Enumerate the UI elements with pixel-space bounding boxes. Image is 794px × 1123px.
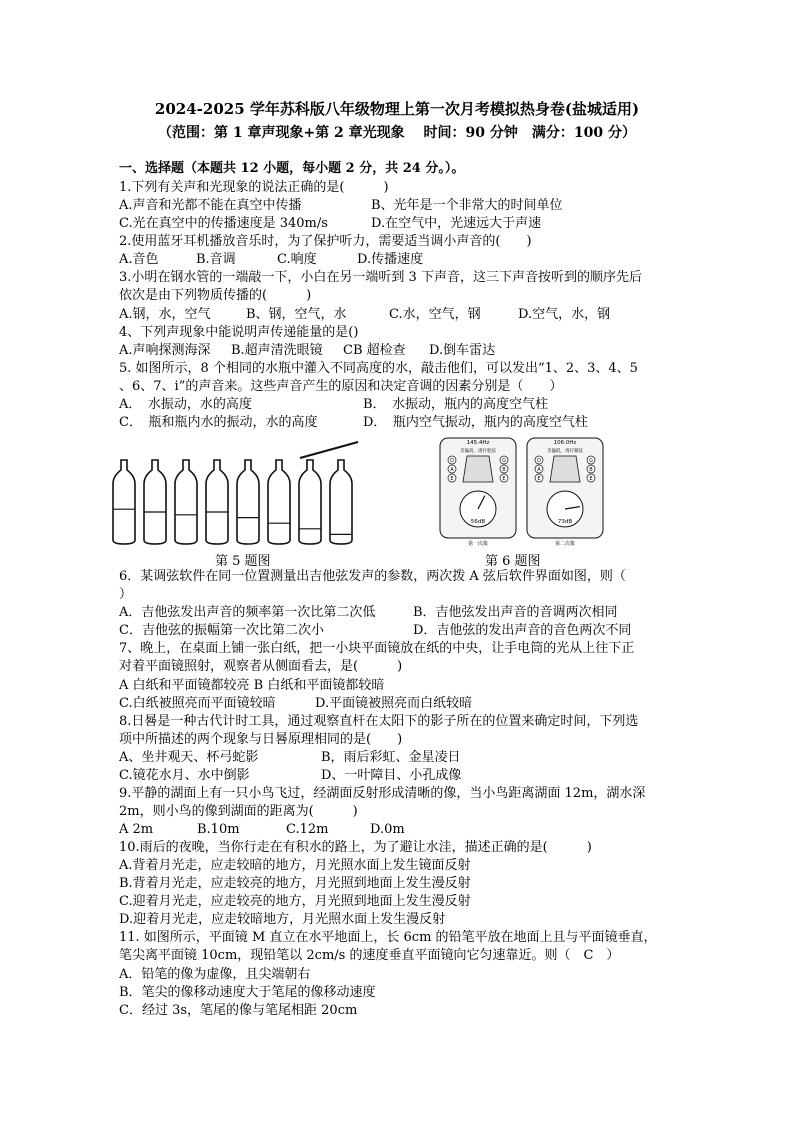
tuner-right-hint: 音偏低，请拧紧弦 bbox=[547, 449, 583, 454]
peg-label: B bbox=[589, 467, 593, 473]
q8-option-b: B，雨后彩虹、金星凌日 bbox=[321, 750, 461, 765]
q11-stem-line1: 11. 如图所示，平面镜 M 直立在水平地面上，长 6cm 的铅笔平放在地面上且与平面镜垂直， bbox=[119, 930, 657, 945]
q1-option-c: C.光在真空中的传播速度是 340m/s bbox=[119, 216, 328, 231]
fig6-caption: 第 6 题图 bbox=[485, 554, 541, 569]
peg-label: A bbox=[450, 467, 454, 473]
bottles-figure bbox=[112, 436, 372, 548]
bottle bbox=[144, 460, 166, 544]
q6-stem-line2: ） bbox=[119, 587, 133, 602]
tuner-left-label: 第一次拨 bbox=[467, 541, 489, 547]
q6-option-b: B．吉他弦发出声音的音调两次相同 bbox=[413, 605, 618, 620]
bottle bbox=[237, 460, 259, 544]
q1-option-b: B、光年是一个非常大的时间单位 bbox=[371, 198, 563, 213]
q1-option-d: D.在空气中，光速远大于声速 bbox=[371, 216, 542, 231]
q8-option-a: A、坐井观天、杯弓蛇影 bbox=[119, 750, 259, 765]
q10-stem: 10.雨后的夜晚，当你行走在有积水的路上，为了避让水洼，描述正确的是( ) bbox=[119, 840, 592, 855]
q2-option-d: D.传播速度 bbox=[357, 252, 424, 267]
bottle bbox=[113, 460, 135, 544]
bottle bbox=[268, 460, 290, 544]
q6-option-a: A．吉他弦发出声音的频率第一次比第二次低 bbox=[119, 605, 376, 620]
q8-option-d: D、一叶障目、小孔成像 bbox=[321, 768, 462, 783]
q5-option-a: A． 水振动，水的高度 bbox=[119, 397, 252, 412]
q2-option-b: B.音调 bbox=[196, 252, 236, 267]
q5-stem-line1: 5. 如图所示，8 个相同的水瓶中灌入不同高度的水，敲击他们，可以发出“1、2、3、4、5 bbox=[119, 361, 638, 376]
peg-label: E bbox=[450, 476, 454, 482]
q5-stem-line2: 、6、7、i”的声音来。这些声音产生的原因和决定音调的因素分别是（ ） bbox=[119, 379, 563, 394]
q9-option-b: B.10m bbox=[197, 822, 240, 837]
q9-stem-line1: 9.平静的湖面上有一只小鸟飞过，经湖面反射形成清晰的像，当小鸟距离湖面 12m，湖水深 bbox=[119, 786, 646, 801]
q3-option-c: C.水，空气，钢 bbox=[389, 307, 481, 322]
q5-option-b: B． 水振动，瓶内的高度空气柱 bbox=[363, 397, 549, 412]
q10-option-d: D.迎着月光走，应走较暗地方，月光照水面上发生漫反射 bbox=[119, 912, 446, 927]
q11-option-c: C．经过 3s，笔尾的像与笔尾相距 20cm bbox=[119, 1003, 358, 1018]
q11-option-a: A．铅笔的像为虚像，且尖端朝右 bbox=[119, 967, 311, 982]
q7-stem-line2: 对着平面镜照射，观察者从侧面看去，是( ) bbox=[119, 659, 403, 674]
q10-option-b: B.背着月光走，应走较亮的地方，月光照到地面上发生漫反射 bbox=[119, 876, 471, 891]
page-subtitle: （范围：第 1 章声现象+第 2 章光现象 时间：90 分钟 满分：100 分） bbox=[157, 125, 637, 141]
q7-stem-line1: 7、晚上，在桌面上铺一张白纸，把一小块平面镜放在纸的中央，让手电筒的光从上往下正 bbox=[119, 641, 635, 656]
q9-option-a: A 2m bbox=[119, 822, 154, 837]
peg-label: E bbox=[589, 476, 593, 482]
peg-label: B bbox=[502, 467, 506, 473]
q9-option-d: D.0m bbox=[370, 822, 405, 837]
q6-option-c: C．吉他弦的振幅第一次比第二次小 bbox=[119, 623, 324, 638]
q7-option-ab: A 白纸和平面镜都较亮 B 白纸和平面镜都较暗 bbox=[119, 678, 385, 693]
striking-stick bbox=[300, 442, 358, 458]
q8-stem-line2: 项中所描述的两个现象与日晷原理相同的是( ) bbox=[119, 732, 403, 747]
q7-option-c: C.白纸被照亮而平面镜较暗 bbox=[119, 696, 276, 711]
q4-option-b: B.超声清洗眼镜 bbox=[231, 343, 323, 358]
q2-option-c: C.响度 bbox=[277, 252, 317, 267]
bottle bbox=[299, 460, 321, 544]
fig5-caption: 第 5 题图 bbox=[215, 554, 271, 569]
tuner-left-freq: 145.4Hz bbox=[466, 440, 490, 446]
bottle bbox=[175, 460, 197, 544]
bottle bbox=[206, 460, 228, 544]
q3-stem-line1: 3.小明在钢水管的一端敲一下，小白在另一端听到 3 下声音，这三下声音按听到的顺序先后 bbox=[119, 270, 642, 285]
q9-stem-line2: 2m，则小鸟的像到湖面的距离为( ) bbox=[119, 804, 358, 819]
guitar-head-right bbox=[550, 456, 580, 482]
bottle bbox=[330, 460, 352, 544]
page-title: 2024-2025 学年苏科版八年级物理上第一次月考模拟热身卷(盐城适用) bbox=[154, 100, 640, 118]
q9-option-c: C.12m bbox=[286, 822, 329, 837]
tuner-right-db: 73dB bbox=[557, 519, 573, 525]
peg-label: D bbox=[450, 458, 454, 464]
guitar-head-left bbox=[463, 456, 493, 482]
tuner-right-label: 第二次拨 bbox=[554, 541, 576, 547]
peg-label: D bbox=[537, 458, 541, 464]
q4-option-a: A.声响探测海深 bbox=[119, 343, 211, 358]
q4-option-c: CB 超检查 bbox=[343, 343, 406, 358]
q2-option-a: A.音色 bbox=[119, 252, 159, 267]
tuner-figure bbox=[437, 434, 607, 548]
peg-label: G bbox=[502, 458, 506, 464]
bottle-group bbox=[113, 460, 352, 544]
q7-option-d: D.平面镜被照亮而白纸较暗 bbox=[315, 696, 473, 711]
peg-label: G bbox=[589, 458, 593, 464]
section-heading: 一、选择题（本题共 12 小题，每小题 2 分，共 24 分。）。 bbox=[119, 161, 465, 176]
q8-stem-line1: 8.日晷是一种古代计时工具，通过观察直杆在太阳下的影子所在的位置来确定时间，下列选 bbox=[119, 714, 639, 729]
q3-option-a: A.钢，水，空气 bbox=[119, 307, 211, 322]
q3-option-b: B、钢，空气，水 bbox=[246, 307, 347, 322]
q2-stem: 2.使用蓝牙耳机播放音乐时，为了保护听力，需要适当调小声音的( ) bbox=[119, 234, 532, 249]
tuner-left-hint: 音偏高，请拧松弦 bbox=[460, 449, 496, 454]
q10-option-c: C.迎着月光走，应走较亮的地方，月光照到地面上发生漫反射 bbox=[119, 894, 471, 909]
q6-stem-line1: 6．某调弦软件在同一位置测量出吉他弦发声的参数，两次拨 A 弦后软件界面如图，则（ bbox=[119, 569, 626, 584]
q1-option-a: A.声音和光都不能在真空中传播 bbox=[119, 198, 302, 213]
q10-option-a: A.背着月光走，应走较暗的地方，月光照水面上发生镜面反射 bbox=[119, 858, 471, 873]
q5-option-c: C． 瓶和瓶内水的振动，水的高度 bbox=[119, 415, 318, 430]
q6-option-d: D．吉他弦的发出声音的音色两次不同 bbox=[413, 623, 632, 638]
q8-option-c: C.镜花水月、水中倒影 bbox=[119, 768, 250, 783]
tuner-left-db: 56dB bbox=[470, 519, 486, 525]
q5-option-d: D． 瓶内空气振动，瓶内的高度空气柱 bbox=[363, 415, 588, 430]
peg-label: A bbox=[537, 467, 541, 473]
peg-label: E bbox=[502, 476, 506, 482]
q3-option-d: D.空气，水，钢 bbox=[518, 307, 611, 322]
q11-stem-line2: 笔尖离平面镜 10cm，现铅笔以 2cm/s 的速度垂直平面镜向它匀速靠近。则（ C ） bbox=[119, 948, 620, 963]
q3-stem-line2: 依次是由下列物质传播的( ) bbox=[119, 288, 312, 303]
q4-option-d: D.倒车雷达 bbox=[429, 343, 496, 358]
q1-stem: 1.下列有关声和光现象的说法正确的是( ) bbox=[119, 180, 389, 195]
q4-stem: 4、下列声现象中能说明声传递能量的是() bbox=[119, 325, 359, 340]
q11-option-b: B．笔尖的像移动速度大于笔尾的像移动速度 bbox=[119, 985, 376, 1000]
peg-label: E bbox=[537, 476, 541, 482]
tuner-right-freq: 106.0Hz bbox=[553, 440, 577, 446]
